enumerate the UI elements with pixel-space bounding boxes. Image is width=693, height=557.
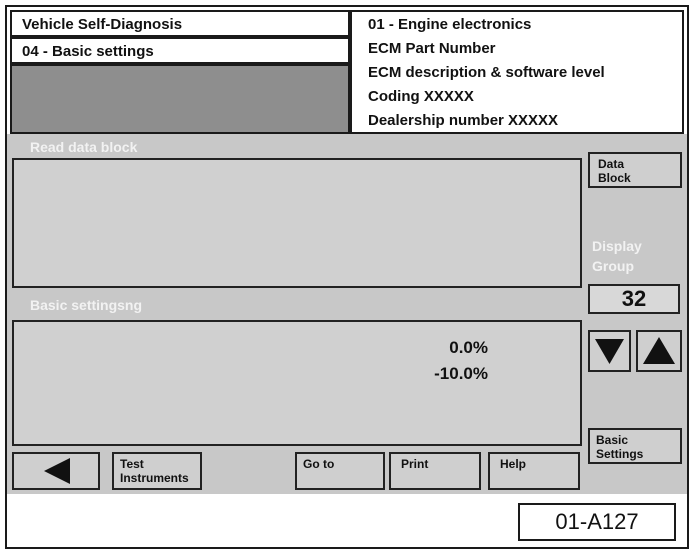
triangle-left-icon	[14, 454, 98, 488]
basic-settings-button[interactable]	[588, 428, 682, 464]
app-title: Vehicle Self-Diagnosis	[22, 16, 183, 33]
header-grey-panel	[10, 64, 350, 134]
help-button[interactable]	[488, 452, 580, 490]
group-number-display	[588, 284, 680, 314]
help-label: Help	[500, 457, 527, 471]
goto-label: Go to	[303, 457, 335, 471]
figure-code: 01-A127	[555, 509, 639, 534]
data-block-label-2: Block	[598, 171, 631, 185]
triangle-down-icon	[590, 332, 629, 370]
read-data-block-label: Read data block	[30, 139, 138, 155]
value-2: -10.0%	[434, 364, 488, 383]
basic-settings-pane	[12, 320, 582, 446]
print-label: Print	[401, 457, 429, 471]
back-button[interactable]	[12, 452, 100, 490]
goto-button[interactable]	[295, 452, 385, 490]
display-group-label	[592, 236, 642, 276]
display-group-label-1: Display	[592, 238, 642, 254]
function-title: 04 - Basic settings	[22, 43, 154, 60]
test-instruments-button[interactable]	[112, 452, 202, 490]
basic-settings-btn-label-2: Settings	[596, 447, 644, 461]
ecm-info-box	[350, 10, 684, 134]
data-block-label-1: Data	[598, 157, 625, 171]
function-box	[10, 37, 350, 64]
test-instruments-label-2: Instruments	[120, 471, 189, 485]
title-box	[10, 10, 350, 37]
info-line-coding: Coding XXXXX	[368, 88, 474, 105]
value-1: 0.0%	[449, 338, 488, 357]
group-down-button[interactable]	[588, 330, 631, 372]
data-block-button[interactable]	[588, 152, 682, 188]
info-line-part-number: ECM Part Number	[368, 40, 496, 57]
info-line-system: 01 - Engine electronics	[368, 16, 532, 33]
basic-settings-btn-label-1: Basic	[596, 433, 629, 447]
basic-settings-label: Basic settingsng	[30, 297, 143, 313]
info-line-description: ECM description & software level	[368, 64, 605, 81]
info-line-dealership: Dealership number XXXXX	[368, 112, 559, 129]
display-group-label-2: Group	[592, 258, 634, 274]
group-number: 32	[621, 286, 647, 311]
figure-code-box	[518, 503, 676, 541]
triangle-up-icon	[638, 332, 680, 370]
read-data-block-pane	[12, 158, 582, 288]
group-up-button[interactable]	[636, 330, 682, 372]
test-instruments-label-1: Test	[120, 457, 144, 471]
print-button[interactable]	[389, 452, 481, 490]
